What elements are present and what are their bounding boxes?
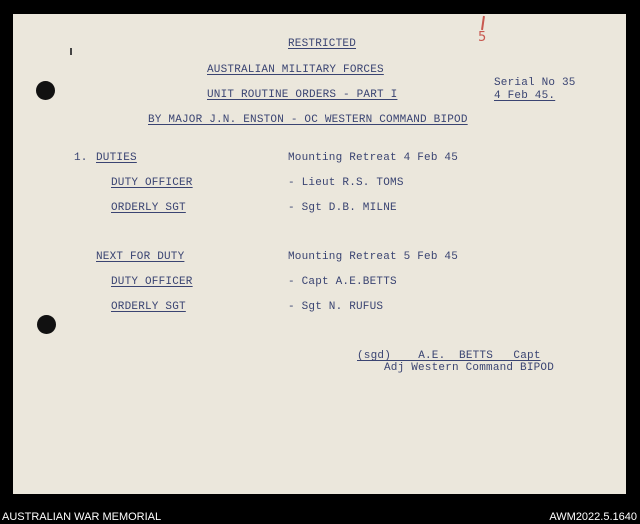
next-orderly-sgt-label: ORDERLY SGT [111, 301, 186, 313]
mounting-line-2: Mounting Retreat 5 Feb 45 [288, 251, 459, 263]
section-heading-next: NEXT FOR DUTY [96, 251, 185, 263]
order-date: 4 Feb 45. [494, 90, 556, 102]
footer-accession: AWM2022.5.1640 [549, 511, 637, 523]
punch-hole-top [36, 81, 55, 100]
next-duty-officer-value: - Capt A.E.BETTS [288, 276, 397, 288]
serial-number: Serial No 35 [494, 77, 576, 89]
punch-hole-bottom [37, 315, 56, 334]
section-number: 1. [74, 152, 88, 164]
signature-line: (sgd) A.E. BETTS Capt [357, 350, 541, 362]
duty-officer-label: DUTY OFFICER [111, 177, 193, 189]
next-duty-officer-label: DUTY OFFICER [111, 276, 193, 288]
document-title: UNIT ROUTINE ORDERS - PART I [207, 89, 398, 101]
footer-institution: AUSTRALIAN WAR MEMORIAL [2, 511, 162, 523]
orderly-sgt-value: - Sgt D.B. MILNE [288, 202, 397, 214]
classification: RESTRICTED [288, 38, 357, 50]
next-orderly-sgt-value: - Sgt N. RUFUS [288, 301, 384, 313]
duty-officer-value: - Lieut R.S. TOMS [288, 177, 404, 189]
mounting-line-1: Mounting Retreat 4 Feb 45 [288, 152, 459, 164]
section-heading-duties: DUTIES [96, 152, 137, 164]
paper-mark [70, 48, 72, 55]
authority-line: BY MAJOR J.N. ENSTON - OC WESTERN COMMAND BIPOD [148, 114, 468, 126]
signature-appointment: Adj Western Command BIPOD [384, 362, 555, 374]
orderly-sgt-label: ORDERLY SGT [111, 202, 186, 214]
organisation: AUSTRALIAN MILITARY FORCES [207, 64, 384, 76]
margin-mark: 5 [478, 30, 487, 45]
